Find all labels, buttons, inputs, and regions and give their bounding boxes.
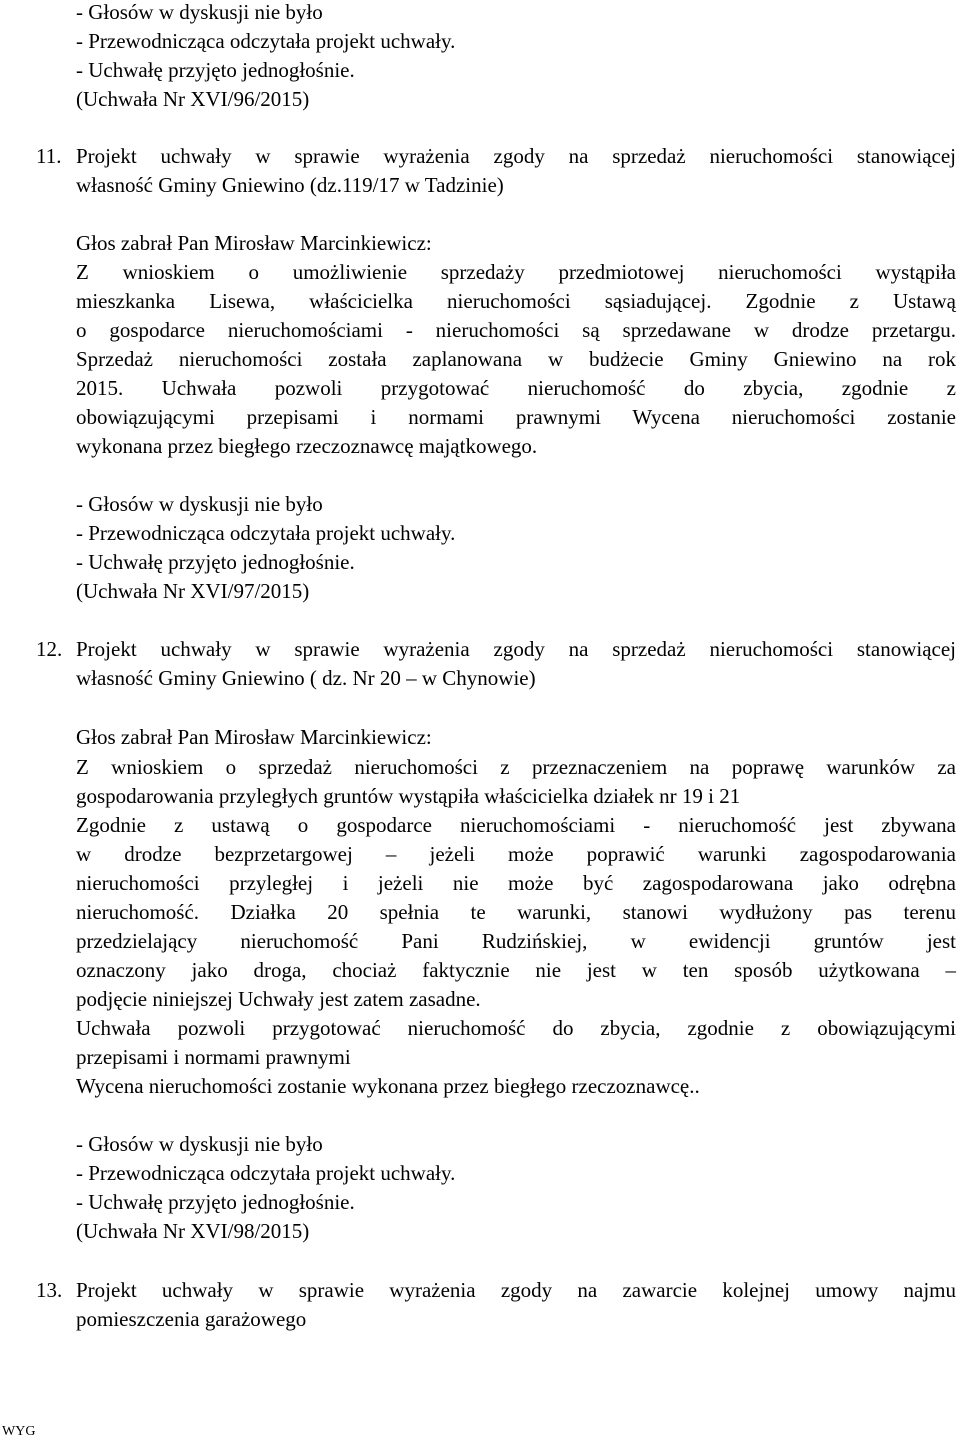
item-title: Projekt uchwały w sprawie wyrażenia zgody na sprzedaż nieruchomości stanowiącej <box>76 637 956 661</box>
body-line: Wycena nieruchomości zostanie wykonana przez biegłego rzeczoznawcę.. <box>76 1074 700 1098</box>
body-line: nieruchomość. Działka 20 spełnia te warunki, stanowi wydłużony pas terenu <box>76 900 956 924</box>
body-line: w drodze bezprzetargowej – jeżeli może poprawić warunki zagospodarowania <box>76 842 956 866</box>
item-title: własność Gminy Gniewino (dz.119/17 w Tadzinie) <box>76 173 504 197</box>
item-title: pomieszczenia garażowego <box>76 1307 307 1331</box>
resolution-number: (Uchwała Nr XVI/98/2015) <box>76 1219 310 1243</box>
body-line: wykonana przez biegłego rzeczoznawcę majątkowego. <box>76 434 538 458</box>
body-line: Uchwała pozwoli przygotować nieruchomość do zbycia, zgodnie z obowiązującymi <box>76 1016 956 1040</box>
vote-note: - Głosów w dyskusji nie było <box>76 492 323 516</box>
speaker: Głos zabrał Pan Mirosław Marcinkiewicz: <box>76 231 432 255</box>
item-title: Projekt uchwały w sprawie wyrażenia zgody na zawarcie kolejnej umowy najmu <box>76 1278 956 1302</box>
body-line: przepisami i normami prawnymi <box>76 1045 351 1069</box>
footer-initials: WYG <box>2 1424 36 1439</box>
item-number: 12. <box>36 637 63 661</box>
speaker: Głos zabrał Pan Mirosław Marcinkiewicz: <box>76 725 432 749</box>
body-line: mieszkanka Lisewa, właścicielka nieruchomości sąsiadującej. Zgodnie z Ustawą <box>76 289 956 313</box>
item-title: Projekt uchwały w sprawie wyrażenia zgody na sprzedaż nieruchomości stanowiącej <box>76 144 956 168</box>
resolution-number: (Uchwała Nr XVI/96/2015) <box>76 87 310 111</box>
body-line: Zgodnie z ustawą o gospodarce nieruchomościami - nieruchomość jest zbywana <box>76 813 956 837</box>
body-line: przedzielający nieruchomość Pani Rudzińskiej, w ewidencji gruntów jest <box>76 929 956 953</box>
vote-note: - Uchwałę przyjęto jednogłośnie. <box>76 550 355 574</box>
vote-note: - Przewodnicząca odczytała projekt uchwały. <box>76 1161 456 1185</box>
item-number: 13. <box>36 1278 63 1302</box>
body-line: oznaczony jako droga, chociaż faktycznie nie jest w ten sposób użytkowana – <box>76 958 956 982</box>
body-line: Z wnioskiem o umożliwienie sprzedaży przedmiotowej nieruchomości wystąpiła <box>76 260 956 284</box>
body-line: o gospodarce nieruchomościami - nieruchomości są sprzedawane w drodze przetargu. <box>76 318 956 342</box>
body-line: podjęcie niniejszej Uchwały jest zatem zasadne. <box>76 987 481 1011</box>
body-line: obowiązującymi przepisami i normami prawnymi Wycena nieruchomości zostanie <box>76 405 956 429</box>
item-number: 11. <box>36 144 62 168</box>
body-line: Z wnioskiem o sprzedaż nieruchomości z przeznaczeniem na poprawę warunków za <box>76 755 956 779</box>
body-line: Sprzedaż nieruchomości została zaplanowana w budżecie Gminy Gniewino na rok <box>76 347 956 371</box>
vote-note: - Głosów w dyskusji nie było <box>76 0 323 24</box>
body-line: gospodarowania przyległych gruntów wystąpiła właścicielka działek nr 19 i 21 <box>76 784 741 808</box>
item-title: własność Gminy Gniewino ( dz. Nr 20 – w Chynowie) <box>76 666 536 690</box>
vote-note: - Przewodnicząca odczytała projekt uchwały. <box>76 29 456 53</box>
resolution-number: (Uchwała Nr XVI/97/2015) <box>76 579 310 603</box>
vote-note: - Głosów w dyskusji nie było <box>76 1132 323 1156</box>
vote-note: - Uchwałę przyjęto jednogłośnie. <box>76 1190 355 1214</box>
vote-note: - Uchwałę przyjęto jednogłośnie. <box>76 58 355 82</box>
body-line: nieruchomości przyległej i jeżeli nie może być zagospodarowana jako odrębna <box>76 871 956 895</box>
body-line: 2015. Uchwała pozwoli przygotować nieruchomość do zbycia, zgodnie z <box>76 376 956 400</box>
vote-note: - Przewodnicząca odczytała projekt uchwały. <box>76 521 456 545</box>
